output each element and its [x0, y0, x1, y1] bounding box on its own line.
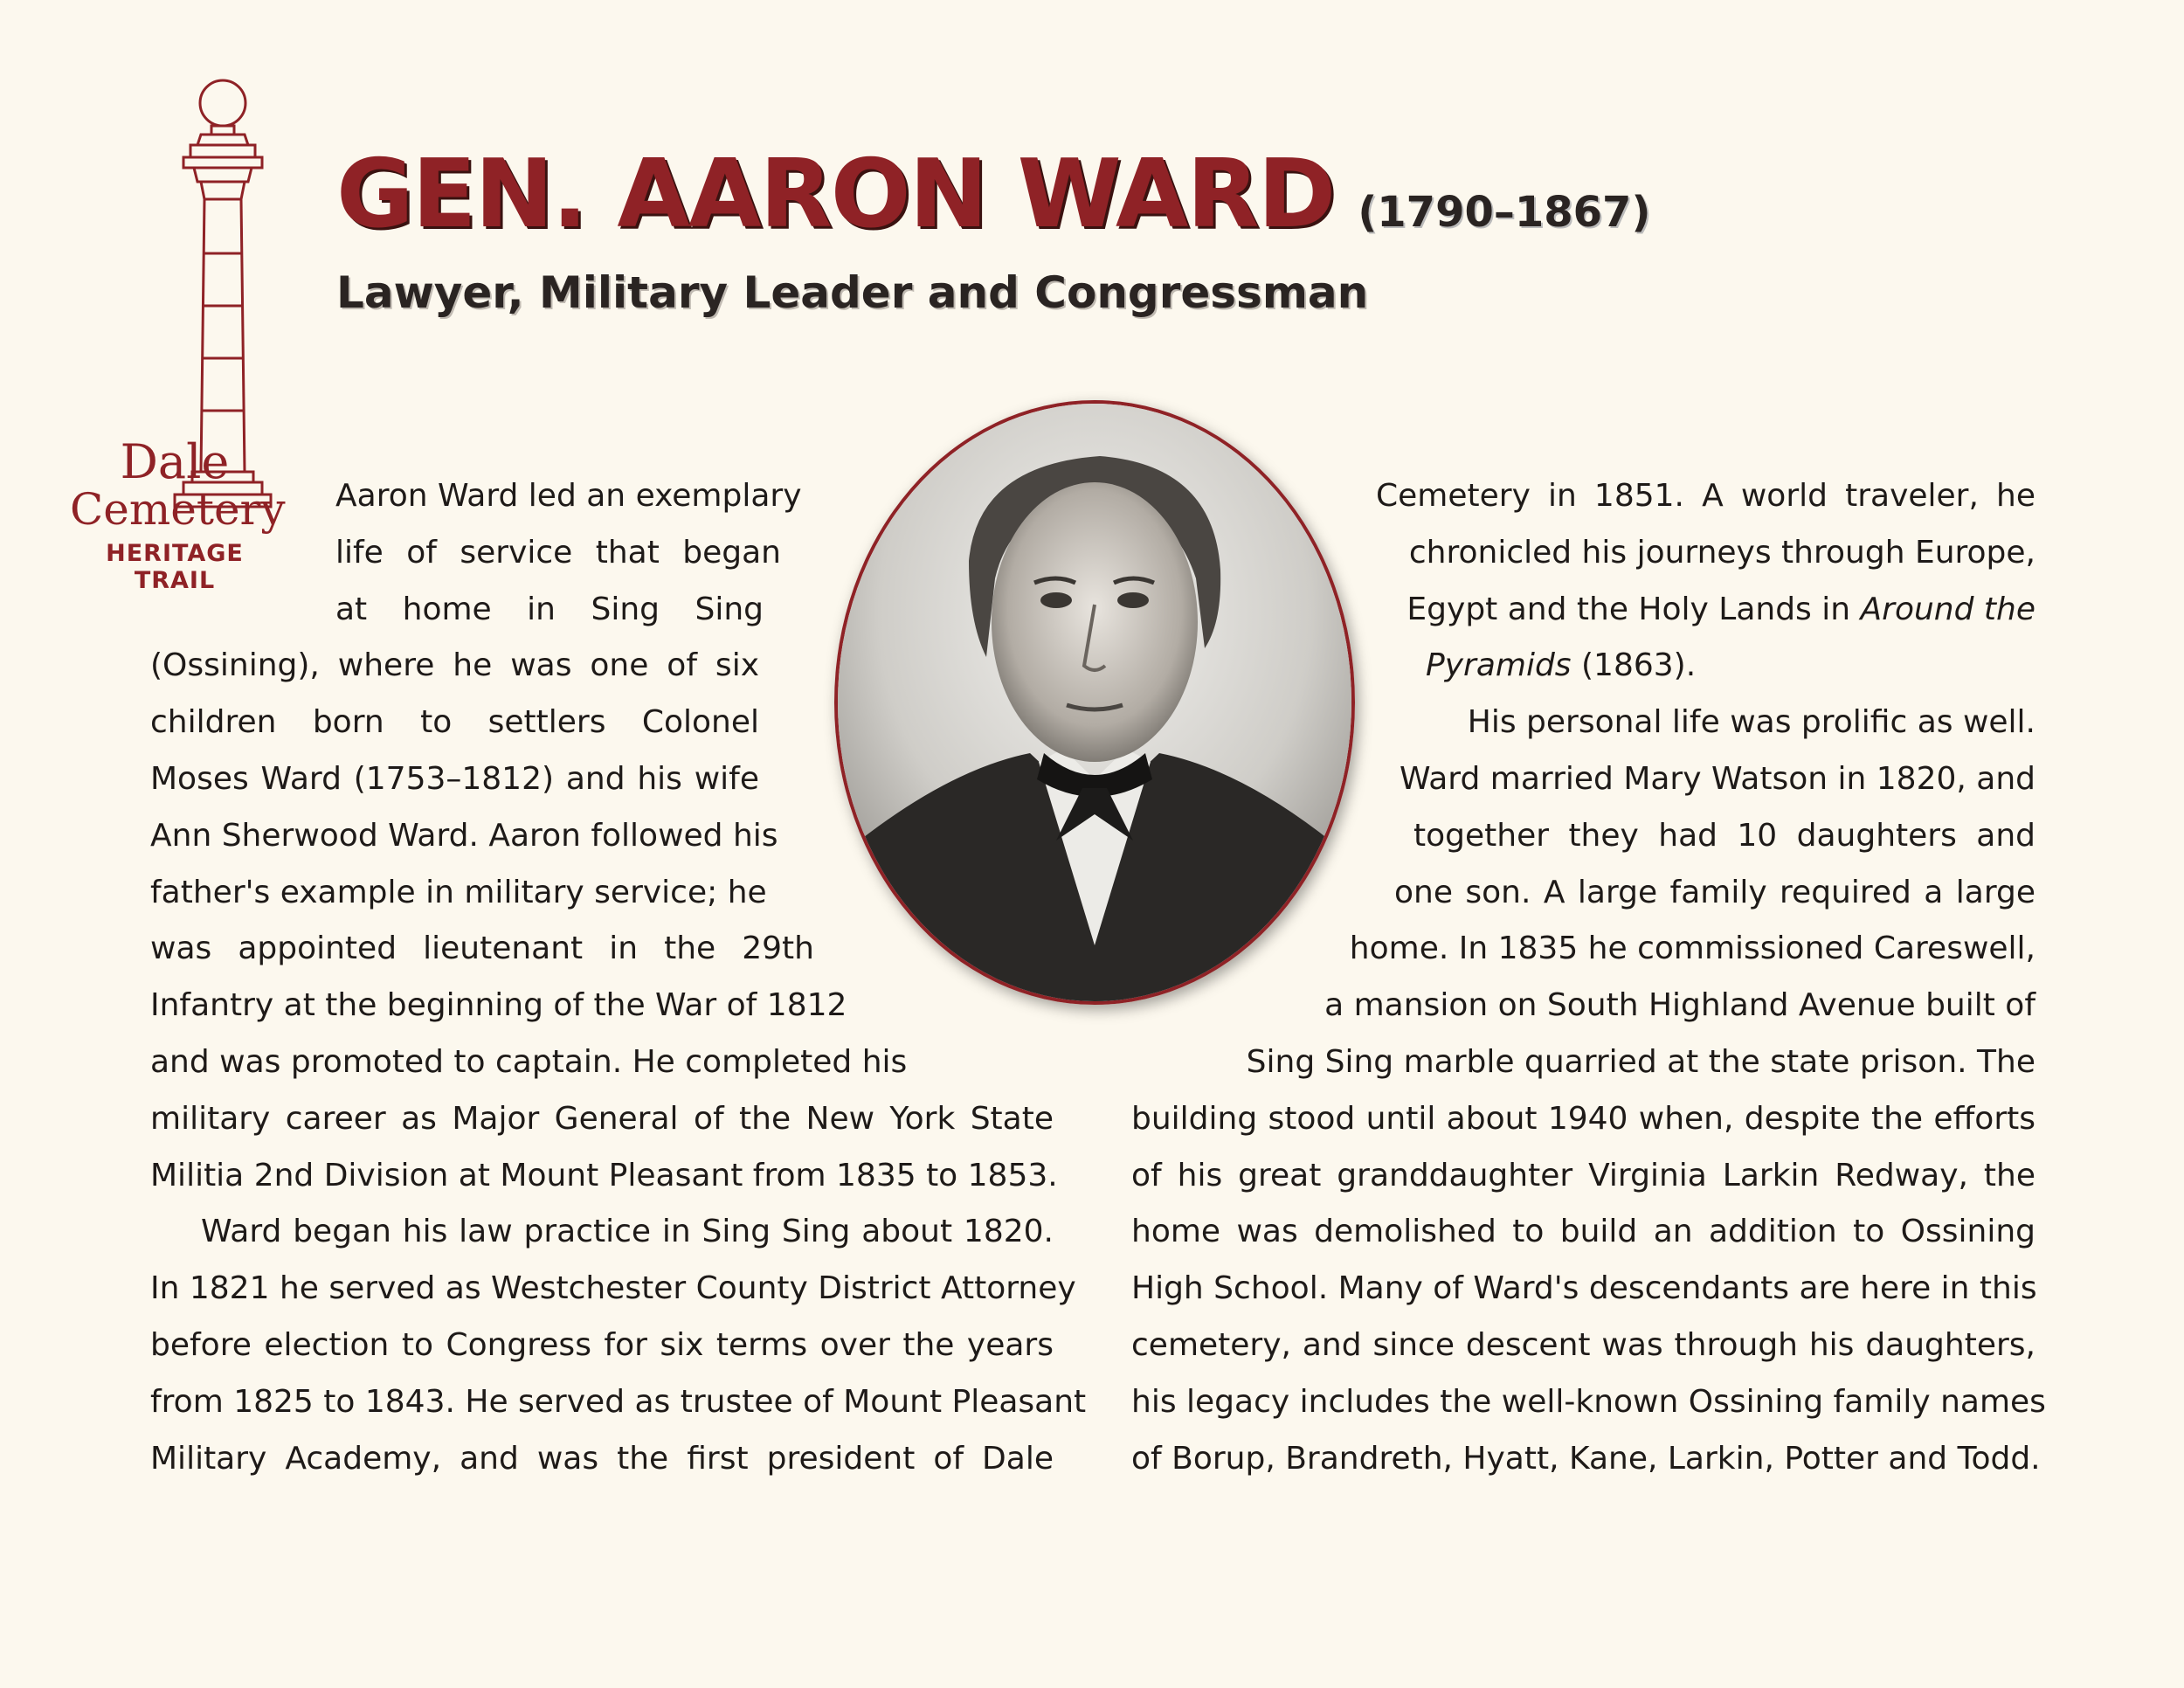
left-line-14: Ward began his law practice in Sing Sing about 1820.	[201, 1214, 1054, 1249]
right-line-12: building stood until about 1940 when, despite the efforts	[1131, 1101, 2035, 1137]
left-line-11: and was promoted to captain. He completed his	[150, 1044, 908, 1080]
page-title: GEN. AARON WARD	[336, 140, 1335, 249]
right-line-8: one son. A large family required a large	[1394, 875, 2035, 910]
left-line-6: Moses Ward (1753–1812) and his wife	[150, 761, 759, 797]
right-line-15: High School. Many of Ward's descendants are here in this	[1131, 1270, 2037, 1306]
left-line-4: (Ossining), where he was one of six	[150, 647, 759, 683]
left-line-16: before election to Congress for six terms over the years	[150, 1327, 1054, 1363]
left-line-12: military career as Major General of the New York State	[150, 1101, 1054, 1137]
right-line-2: chronicled his journeys through Europe,	[1408, 535, 2035, 571]
portrait-icon	[838, 404, 1351, 1001]
left-line-9: was appointed lieutenant in the 29th	[150, 930, 814, 966]
left-line-3: at home in Sing Sing	[335, 591, 764, 627]
page-subtitle: Lawyer, Military Leader and Congressman	[336, 267, 1369, 318]
left-line-18: Military Academy, and was the first president of Dale	[150, 1441, 1054, 1477]
right-line-11: Sing Sing marble quarried at the state prison. The	[1246, 1044, 2035, 1080]
left-line-2: life of service that began	[335, 535, 781, 571]
right-line-16: cemetery, and since descent was through his daughters,	[1131, 1327, 2035, 1363]
right-line-3	[1354, 592, 2035, 627]
right-line-4	[1426, 648, 1696, 683]
left-line-13: Militia 2nd Division at Mount Pleasant from 1835 to 1853.	[150, 1158, 1058, 1193]
left-line-10: Infantry at the beginning of the War of 1812	[150, 987, 847, 1023]
right-line-10: a mansion on South Highland Avenue built of	[1324, 987, 2035, 1023]
left-line-17: from 1825 to 1843. He served as trustee of Mount Pleasant	[150, 1384, 1087, 1420]
right-line-1: Cemetery in 1851. A world traveler, he	[1376, 478, 2035, 514]
right-line-3-text: Egypt and the Holy Lands in	[1406, 591, 1861, 627]
title-row	[336, 140, 1650, 249]
right-line-4-text: (1863).	[1571, 647, 1697, 683]
left-line-15: In 1821 he served as Westchester County District Attorney	[150, 1270, 1076, 1306]
book-title-part1: Around the	[1860, 591, 2035, 627]
logo-name-line2: Cemetery	[70, 484, 286, 535]
right-line-13: of his great granddaughter Virginia Larkin Redway, the	[1131, 1158, 2035, 1193]
portrait-image	[834, 400, 1355, 1005]
right-line-17: his legacy includes the well-known Ossining family names	[1131, 1384, 2046, 1420]
left-line-8: father's example in military service; he	[150, 875, 767, 910]
logo-tagline: HERITAGE TRAIL	[106, 540, 244, 594]
left-line-7: Ann Sherwood Ward. Aaron followed his	[150, 818, 778, 854]
left-line-5: children born to settlers Colonel	[150, 704, 759, 740]
logo-name-line1: Dale	[120, 434, 230, 489]
life-dates: (1790–1867)	[1358, 188, 1651, 237]
right-line-14: home was demolished to build an addition to Ossining	[1131, 1214, 2035, 1249]
right-line-18: of Borup, Brandreth, Hyatt, Kane, Larkin, Potter and Todd.	[1131, 1441, 2041, 1477]
right-line-6: Ward married Mary Watson in 1820, and	[1399, 761, 2035, 797]
right-line-5: His personal life was prolific as well.	[1467, 704, 2035, 740]
dale-cemetery-logo	[70, 434, 286, 594]
right-line-9: home. In 1835 he commissioned Careswell,	[1349, 930, 2035, 966]
right-line-7: together they had 10 daughters and	[1413, 818, 2035, 854]
left-line-1: Aaron Ward led an exemplary	[335, 478, 802, 514]
book-title-part2: Pyramids	[1426, 647, 1572, 683]
